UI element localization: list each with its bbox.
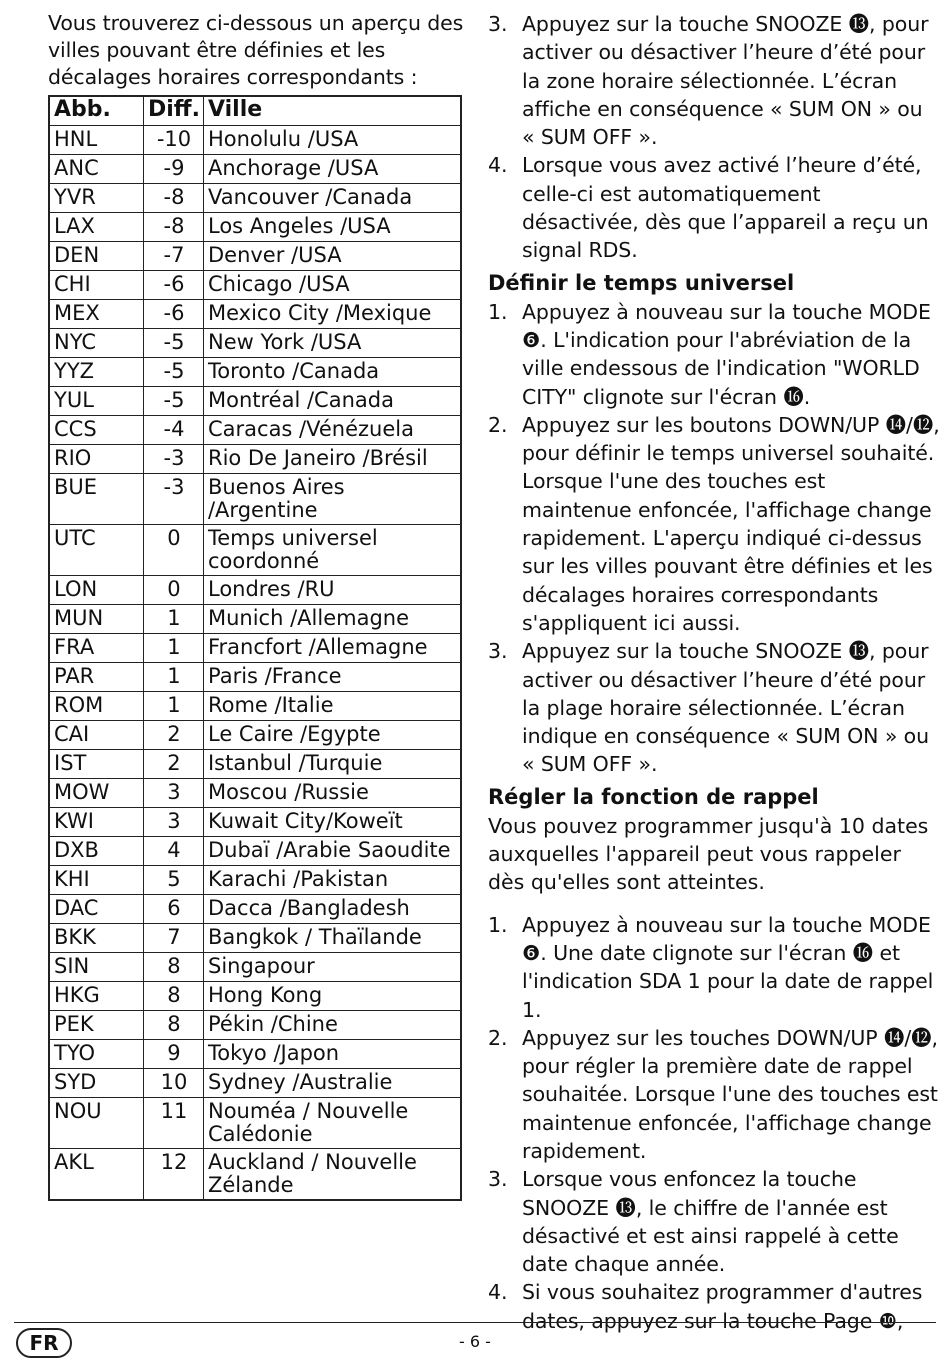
list-item-text: Lorsque vous avez activé l’heure d’été, celle-ci est automatiquement désactivée, dès que l’appareil a reçu un signal RDS. [522, 153, 929, 263]
cell-ville: Kuwait City/Koweït [203, 807, 461, 836]
cell-ville: Bangkok / Thaïlande [203, 923, 461, 952]
cell-ville: Rome /Italie [203, 691, 461, 720]
cell-abb: YVR [49, 183, 144, 212]
cell-ville: Moscou /Russie [203, 778, 461, 807]
cell-diff: -3 [144, 444, 204, 473]
cell-ville: Karachi /Pakistan [203, 865, 461, 894]
cell-ville: Vancouver /Canada [203, 183, 461, 212]
intro-text: Vous trouverez ci-dessous un aperçu des villes pouvant être définies et les décalages horaires correspondants : [48, 11, 464, 89]
table-row [49, 241, 461, 270]
cell-diff: -5 [144, 328, 204, 357]
cell-diff: -8 [144, 212, 204, 241]
cell-abb: DAC [49, 894, 144, 923]
cell-ville: Tokyo /Japon [203, 1039, 461, 1068]
list-item-text: Appuyez à nouveau sur la touche MODE ❻. L'indication pour l'abréviation de la ville endessous de l'indication "WORLD CITY" clignote sur l'écran ⓰. [522, 299, 931, 409]
cell-ville: Dubaï /Arabie Saoudite [203, 836, 461, 865]
table-header-row [49, 96, 461, 125]
cell-abb: KHI [49, 865, 144, 894]
cell-abb: HNL [49, 125, 144, 154]
cell-ville: Caracas /Vénézuela [203, 415, 461, 444]
cell-diff: -5 [144, 386, 204, 415]
cell-ville: Munich /Allemagne [203, 604, 461, 633]
cell-ville: Paris /France [203, 662, 461, 691]
cell-diff: 8 [144, 1010, 204, 1039]
table-row [49, 1039, 461, 1068]
list-item-number: 4. [488, 153, 508, 178]
cell-ville: Mexico City /Mexique [203, 299, 461, 328]
cell-abb: CHI [49, 270, 144, 299]
cell-abb: UTC [49, 524, 144, 575]
cell-abb: CAI [49, 720, 144, 749]
list-item-text: Appuyez sur les touches DOWN/UP ⓮/⓬, pour régler la première date de rappel souhaitée. Lorsque l'une des touches est maintenue enfoncée, l'affichage change rapidement. [522, 1025, 938, 1163]
cell-abb: PEK [49, 1010, 144, 1039]
cell-ville: Anchorage /USA [203, 154, 461, 183]
cell-ville: Auckland / Nouvelle Zélande [203, 1148, 461, 1200]
cell-diff: -8 [144, 183, 204, 212]
table-row [49, 604, 461, 633]
table-row [49, 415, 461, 444]
list-reminder [488, 911, 940, 1335]
cell-abb: CCS [49, 415, 144, 444]
list-item-text: Si vous souhaitez programmer d'autres dates, appuyez sur la touche Page ❿, [522, 1280, 923, 1333]
table-row [49, 720, 461, 749]
city-table-body [49, 125, 461, 1200]
cell-ville: Pékin /Chine [203, 1010, 461, 1039]
table-row [49, 894, 461, 923]
cell-abb: DEN [49, 241, 144, 270]
list-item-text: Appuyez sur la touche SNOOZE ⓭, pour activer ou désactiver l’heure d’été pour la plage horaire sélectionnée. L’écran indique en conséquence « SUM ON » ou « SUM OFF ». [522, 639, 930, 777]
table-row [49, 633, 461, 662]
table-row [49, 1148, 461, 1200]
cell-diff: 8 [144, 981, 204, 1010]
table-row [49, 865, 461, 894]
table-row [49, 952, 461, 981]
list-universal-time [488, 298, 940, 779]
table-row [49, 212, 461, 241]
table-row [49, 923, 461, 952]
cell-ville: Hong Kong [203, 981, 461, 1010]
list-item-text: Appuyez sur la touche SNOOZE ⓭, pour activer ou désactiver l’heure d’été pour la zone horaire sélectionnée. L’écran affiche en conséquence « SUM ON » ou « SUM OFF ». [522, 12, 929, 150]
cell-abb: YYZ [49, 357, 144, 386]
table-row [49, 473, 461, 524]
cell-diff: 1 [144, 662, 204, 691]
table-row [49, 662, 461, 691]
list-item [488, 637, 940, 778]
table-row [49, 386, 461, 415]
reminder-intro: Vous pouvez programmer jusqu'à 10 dates auxquelles l'appareil peut vous rappeler dès qu'elles sont atteintes. [488, 813, 929, 895]
list-item-number: 3. [488, 12, 508, 36]
list-item-text: Appuyez sur les boutons DOWN/UP ⓮/⓬, pour définir le temps universel souhaité. Lorsque l'une des touches est maintenue enfoncée, l'affichage change rapidement. L'aperçu indiqué ci-dessus sur les villes pouvant être définies et les décalages horaires correspondants s'appliquent ici aussi. [522, 412, 940, 635]
cell-abb: IST [49, 749, 144, 778]
cell-diff: 5 [144, 865, 204, 894]
cell-diff: -3 [144, 473, 204, 524]
list-item-number: 3. [488, 1167, 508, 1192]
list-item [488, 151, 940, 264]
cell-diff: 3 [144, 778, 204, 807]
table-row [49, 183, 461, 212]
list-item-number: 4. [488, 1280, 508, 1305]
cell-ville: Los Angeles /USA [203, 212, 461, 241]
city-table [48, 95, 462, 1201]
cell-ville: Honolulu /USA [203, 125, 461, 154]
list-item [488, 411, 940, 637]
cell-diff: -7 [144, 241, 204, 270]
cell-diff: 6 [144, 894, 204, 923]
cell-diff: 2 [144, 720, 204, 749]
cell-diff: 0 [144, 575, 204, 604]
cell-abb: KWI [49, 807, 144, 836]
heading-reminder: Régler la fonction de rappel [488, 784, 819, 809]
cell-abb: MUN [49, 604, 144, 633]
cell-ville: Denver /USA [203, 241, 461, 270]
table-row [49, 836, 461, 865]
cell-diff: 2 [144, 749, 204, 778]
cell-ville: Temps universel coordonné [203, 524, 461, 575]
cell-abb: RIO [49, 444, 144, 473]
table-row [49, 1097, 461, 1148]
list-item-text: Lorsque vous enfoncez la touche SNOOZE ⓭, le chiffre de l'année est désactivé et est ainsi rappelé à cette date chaque année. [522, 1167, 899, 1277]
cell-ville: Le Caire /Egypte [203, 720, 461, 749]
cell-ville: Dacca /Bangladesh [203, 894, 461, 923]
cell-diff: 1 [144, 633, 204, 662]
cell-diff: -6 [144, 270, 204, 299]
cell-diff: 9 [144, 1039, 204, 1068]
cell-abb: FRA [49, 633, 144, 662]
header-ville: Ville [203, 96, 461, 125]
list-item [488, 1165, 940, 1278]
cell-abb: BUE [49, 473, 144, 524]
table-row [49, 444, 461, 473]
table-row [49, 1068, 461, 1097]
table-row [49, 749, 461, 778]
list-item [488, 911, 940, 1024]
table-row [49, 270, 461, 299]
table-row [49, 299, 461, 328]
cell-ville: Sydney /Australie [203, 1068, 461, 1097]
table-row [49, 1010, 461, 1039]
cell-ville: Singapour [203, 952, 461, 981]
cell-abb: TYO [49, 1039, 144, 1068]
footer-divider [14, 1322, 936, 1323]
cell-diff: 0 [144, 524, 204, 575]
right-column [488, 10, 940, 1335]
list-item-number: 1. [488, 299, 508, 324]
cell-ville: Londres /RU [203, 575, 461, 604]
table-row [49, 575, 461, 604]
cell-diff: -5 [144, 357, 204, 386]
cell-abb: AKL [49, 1148, 144, 1200]
cell-ville: Nouméa / Nouvelle Calédonie [203, 1097, 461, 1148]
language-badge: FR [16, 1328, 72, 1358]
header-diff: Diff. [144, 96, 204, 125]
cell-ville: Francfort /Allemagne [203, 633, 461, 662]
list-item-number: 2. [488, 1025, 508, 1050]
cell-diff: 4 [144, 836, 204, 865]
list-item [488, 298, 940, 411]
cell-diff: -9 [144, 154, 204, 183]
table-row [49, 328, 461, 357]
cell-abb: MOW [49, 778, 144, 807]
cell-abb: NOU [49, 1097, 144, 1148]
cell-diff: 7 [144, 923, 204, 952]
list-item-number: 1. [488, 912, 508, 937]
table-row [49, 778, 461, 807]
cell-abb: NYC [49, 328, 144, 357]
table-row [49, 691, 461, 720]
cell-abb: SIN [49, 952, 144, 981]
list-item [488, 1278, 940, 1335]
cell-ville: Chicago /USA [203, 270, 461, 299]
header-abb: Abb. [49, 96, 144, 125]
cell-abb: LAX [49, 212, 144, 241]
cell-ville: Montréal /Canada [203, 386, 461, 415]
cell-abb: ROM [49, 691, 144, 720]
list-summer-time [488, 10, 940, 265]
cell-ville: Toronto /Canada [203, 357, 461, 386]
cell-diff: -10 [144, 125, 204, 154]
page-number: - 6 - [459, 1332, 491, 1351]
cell-abb: DXB [49, 836, 144, 865]
cell-ville: Buenos Aires /Argentine [203, 473, 461, 524]
table-row [49, 154, 461, 183]
cell-abb: MEX [49, 299, 144, 328]
list-item [488, 10, 940, 151]
cell-diff: 8 [144, 952, 204, 981]
cell-abb: ANC [49, 154, 144, 183]
heading-universal-time: Définir le temps universel [488, 270, 795, 295]
cell-diff: 1 [144, 604, 204, 633]
cell-ville: Istanbul /Turquie [203, 749, 461, 778]
cell-diff: 11 [144, 1097, 204, 1148]
cell-abb: SYD [49, 1068, 144, 1097]
list-item-number: 3. [488, 639, 508, 664]
cell-ville: New York /USA [203, 328, 461, 357]
table-row [49, 981, 461, 1010]
cell-diff: 1 [144, 691, 204, 720]
cell-diff: -4 [144, 415, 204, 444]
cell-diff: 12 [144, 1148, 204, 1200]
cell-diff: -6 [144, 299, 204, 328]
cell-ville: Rio De Janeiro /Brésil [203, 444, 461, 473]
table-row [49, 125, 461, 154]
cell-abb: YUL [49, 386, 144, 415]
cell-abb: LON [49, 575, 144, 604]
table-row [49, 807, 461, 836]
list-item-number: 2. [488, 412, 508, 437]
list-item-text: Appuyez à nouveau sur la touche MODE ❻. Une date clignote sur l'écran ⓰ et l'indication SDA 1 pour la date de rappel 1. [522, 912, 934, 1022]
table-row [49, 524, 461, 575]
list-item [488, 1024, 940, 1165]
cell-abb: BKK [49, 923, 144, 952]
cell-abb: HKG [49, 981, 144, 1010]
cell-abb: PAR [49, 662, 144, 691]
cell-diff: 3 [144, 807, 204, 836]
table-row [49, 357, 461, 386]
cell-diff: 10 [144, 1068, 204, 1097]
left-column [48, 10, 468, 1201]
